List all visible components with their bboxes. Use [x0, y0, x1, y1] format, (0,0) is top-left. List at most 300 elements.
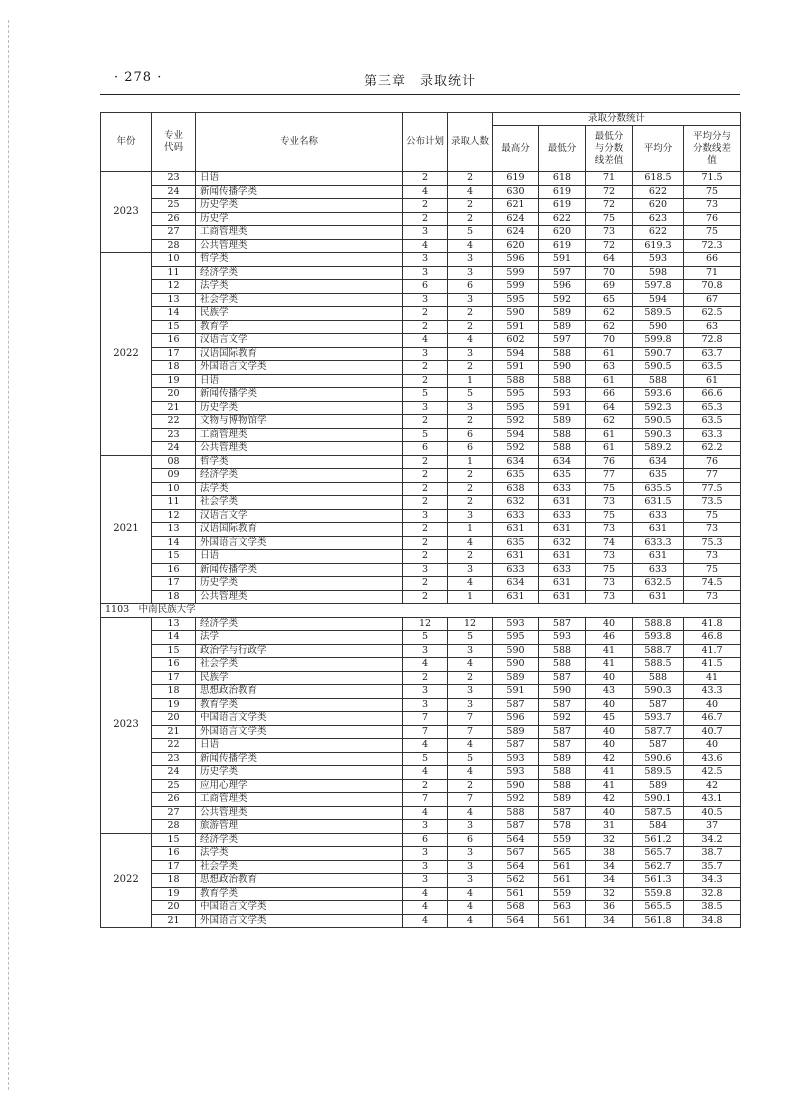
admitted-cell: 2: [448, 172, 493, 186]
avg-score-cell: 622: [633, 226, 684, 240]
min-diff-cell: 73: [586, 226, 633, 240]
admitted-cell: 4: [448, 766, 493, 780]
avg-diff-cell: 73: [684, 523, 741, 537]
plan-cell: 12: [403, 617, 448, 631]
table-row: [101, 334, 741, 348]
table-row: [101, 496, 741, 510]
table-row: [101, 239, 741, 253]
major-name-cell: 中国语言文学类: [196, 901, 403, 915]
admitted-cell: 3: [448, 401, 493, 415]
avg-diff-cell: 38.5: [684, 901, 741, 915]
plan-cell: 2: [403, 536, 448, 550]
plan-cell: 4: [403, 185, 448, 199]
max-score-cell: 631: [493, 523, 539, 537]
avg-score-cell: 584: [633, 820, 684, 834]
avg-diff-cell: 77.5: [684, 482, 741, 496]
plan-cell: 2: [403, 590, 448, 604]
avg-diff-cell: 46.7: [684, 712, 741, 726]
min-score-cell: 633: [539, 563, 586, 577]
table-row: [101, 577, 741, 591]
major-code-cell: 12: [152, 509, 196, 523]
school-row: [101, 604, 741, 618]
plan-cell: 3: [403, 685, 448, 699]
major-code-cell: 17: [152, 577, 196, 591]
plan-cell: 2: [403, 212, 448, 226]
max-score-cell: 630: [493, 185, 539, 199]
avg-score-cell: 587: [633, 698, 684, 712]
max-score-cell: 587: [493, 820, 539, 834]
max-score-cell: 594: [493, 428, 539, 442]
table-row: [101, 482, 741, 496]
min-diff-cell: 34: [586, 914, 633, 928]
major-code-cell: 19: [152, 698, 196, 712]
major-name-cell: 教育学类: [196, 698, 403, 712]
min-diff-cell: 75: [586, 212, 633, 226]
min-diff-cell: 40: [586, 806, 633, 820]
plan-cell: 3: [403, 293, 448, 307]
min-score-cell: 578: [539, 820, 586, 834]
min-score-cell: 589: [539, 320, 586, 334]
avg-diff-cell: 40: [684, 698, 741, 712]
min-diff-cell: 75: [586, 563, 633, 577]
avg-score-cell: 588.5: [633, 658, 684, 672]
max-score-cell: 595: [493, 401, 539, 415]
major-code-cell: 16: [152, 847, 196, 861]
avg-diff-cell: 75: [684, 563, 741, 577]
avg-score-cell: 589: [633, 779, 684, 793]
avg-diff-cell: 62.5: [684, 307, 741, 321]
min-diff-cell: 40: [586, 671, 633, 685]
major-name-cell: 工商管理类: [196, 793, 403, 807]
plan-cell: 3: [403, 266, 448, 280]
table-row: [101, 887, 741, 901]
min-score-cell: 589: [539, 415, 586, 429]
table-row: [101, 671, 741, 685]
min-diff-cell: 74: [586, 536, 633, 550]
min-score-cell: 587: [539, 806, 586, 820]
min-score-cell: 589: [539, 752, 586, 766]
admission-stats-table: [100, 112, 741, 928]
table-row: [101, 428, 741, 442]
max-score-cell: 592: [493, 415, 539, 429]
min-diff-cell: 42: [586, 752, 633, 766]
plan-cell: 2: [403, 320, 448, 334]
max-score-cell: 588: [493, 806, 539, 820]
table-row: [101, 644, 741, 658]
avg-diff-cell: 67: [684, 293, 741, 307]
avg-score-cell: 631: [633, 523, 684, 537]
min-diff-cell: 34: [586, 860, 633, 874]
max-score-cell: 564: [493, 833, 539, 847]
avg-score-cell: 561.8: [633, 914, 684, 928]
col-plan: 公布计划: [403, 113, 448, 172]
max-score-cell: 624: [493, 212, 539, 226]
major-name-cell: 政治学与行政学: [196, 644, 403, 658]
avg-score-cell: 634: [633, 455, 684, 469]
table-row: [101, 685, 741, 699]
admitted-cell: 1: [448, 590, 493, 604]
avg-diff-cell: 74.5: [684, 577, 741, 591]
admitted-cell: 3: [448, 266, 493, 280]
admitted-cell: 2: [448, 550, 493, 564]
min-score-cell: 631: [539, 496, 586, 510]
major-name-cell: 法学类: [196, 847, 403, 861]
table-row: [101, 617, 741, 631]
year-cell: 2023: [101, 172, 152, 253]
admitted-cell: 2: [448, 671, 493, 685]
avg-score-cell: 593: [633, 253, 684, 267]
avg-diff-cell: 43.6: [684, 752, 741, 766]
min-score-cell: 634: [539, 455, 586, 469]
min-diff-cell: 73: [586, 577, 633, 591]
min-diff-cell: 31: [586, 820, 633, 834]
avg-score-cell: 590.1: [633, 793, 684, 807]
avg-diff-cell: 34.3: [684, 874, 741, 888]
major-code-cell: 21: [152, 725, 196, 739]
major-code-cell: 18: [152, 685, 196, 699]
max-score-cell: 589: [493, 671, 539, 685]
max-score-cell: 590: [493, 307, 539, 321]
avg-score-cell: 631: [633, 550, 684, 564]
major-name-cell: 外国语言文学类: [196, 361, 403, 375]
max-score-cell: 593: [493, 617, 539, 631]
max-score-cell: 590: [493, 644, 539, 658]
admitted-cell: 3: [448, 860, 493, 874]
table-row: [101, 455, 741, 469]
admitted-cell: 4: [448, 739, 493, 753]
max-score-cell: 564: [493, 860, 539, 874]
table-row: [101, 293, 741, 307]
major-name-cell: 经济学类: [196, 833, 403, 847]
avg-score-cell: 590.7: [633, 347, 684, 361]
avg-score-cell: 587: [633, 739, 684, 753]
min-score-cell: 587: [539, 725, 586, 739]
plan-cell: 3: [403, 860, 448, 874]
major-code-cell: 10: [152, 253, 196, 267]
plan-cell: 4: [403, 239, 448, 253]
max-score-cell: 635: [493, 536, 539, 550]
plan-cell: 5: [403, 428, 448, 442]
avg-diff-cell: 73: [684, 590, 741, 604]
table-row: [101, 563, 741, 577]
min-diff-cell: 70: [586, 266, 633, 280]
min-diff-cell: 32: [586, 833, 633, 847]
min-score-cell: 591: [539, 401, 586, 415]
major-code-cell: 08: [152, 455, 196, 469]
major-code-cell: 20: [152, 388, 196, 402]
major-code-cell: 23: [152, 428, 196, 442]
admitted-cell: 7: [448, 725, 493, 739]
table-row: [101, 833, 741, 847]
avg-score-cell: 589.5: [633, 307, 684, 321]
avg-diff-cell: 71: [684, 266, 741, 280]
major-code-cell: 17: [152, 860, 196, 874]
avg-score-cell: 635.5: [633, 482, 684, 496]
min-score-cell: 590: [539, 361, 586, 375]
major-name-cell: 日语: [196, 172, 403, 186]
max-score-cell: 591: [493, 361, 539, 375]
major-name-cell: 社会学类: [196, 496, 403, 510]
major-code-cell: 16: [152, 658, 196, 672]
min-diff-cell: 73: [586, 550, 633, 564]
table-row: [101, 361, 741, 375]
table-row: [101, 415, 741, 429]
major-name-cell: 教育学: [196, 320, 403, 334]
page-number: · 278 ·: [114, 70, 163, 85]
major-code-cell: 25: [152, 199, 196, 213]
major-name-cell: 日语: [196, 550, 403, 564]
plan-cell: 7: [403, 725, 448, 739]
plan-cell: 2: [403, 523, 448, 537]
major-name-cell: 历史学类: [196, 766, 403, 780]
major-code-cell: 09: [152, 469, 196, 483]
major-code-cell: 18: [152, 874, 196, 888]
admitted-cell: 6: [448, 833, 493, 847]
avg-diff-cell: 75: [684, 226, 741, 240]
table-row: [101, 806, 741, 820]
avg-diff-cell: 62.2: [684, 442, 741, 456]
avg-diff-cell: 63.5: [684, 415, 741, 429]
max-score-cell: 595: [493, 293, 539, 307]
major-code-cell: 14: [152, 631, 196, 645]
min-score-cell: 631: [539, 550, 586, 564]
table-row: [101, 631, 741, 645]
max-score-cell: 592: [493, 442, 539, 456]
avg-diff-cell: 71.5: [684, 172, 741, 186]
table-row: [101, 712, 741, 726]
min-diff-cell: 61: [586, 428, 633, 442]
major-code-cell: 23: [152, 752, 196, 766]
max-score-cell: 599: [493, 266, 539, 280]
major-code-cell: 17: [152, 671, 196, 685]
major-code-cell: 20: [152, 712, 196, 726]
avg-score-cell: 631: [633, 590, 684, 604]
avg-diff-cell: 34.8: [684, 914, 741, 928]
max-score-cell: 594: [493, 347, 539, 361]
table-row: [101, 901, 741, 915]
admitted-cell: 7: [448, 793, 493, 807]
avg-score-cell: 633.3: [633, 536, 684, 550]
avg-diff-cell: 63.5: [684, 361, 741, 375]
major-code-cell: 22: [152, 415, 196, 429]
min-diff-cell: 41: [586, 644, 633, 658]
avg-diff-cell: 73.5: [684, 496, 741, 510]
admitted-cell: 5: [448, 226, 493, 240]
avg-diff-cell: 70.8: [684, 280, 741, 294]
table-row: [101, 523, 741, 537]
avg-diff-cell: 46.8: [684, 631, 741, 645]
min-score-cell: 619: [539, 185, 586, 199]
avg-score-cell: 589.5: [633, 766, 684, 780]
min-score-cell: 622: [539, 212, 586, 226]
min-diff-cell: 72: [586, 239, 633, 253]
avg-diff-cell: 40: [684, 739, 741, 753]
major-code-cell: 20: [152, 901, 196, 915]
max-score-cell: 591: [493, 685, 539, 699]
table-row: [101, 347, 741, 361]
table-row: [101, 307, 741, 321]
avg-score-cell: 588: [633, 671, 684, 685]
major-name-cell: 哲学类: [196, 455, 403, 469]
admitted-cell: 2: [448, 469, 493, 483]
avg-diff-cell: 73: [684, 550, 741, 564]
min-diff-cell: 62: [586, 320, 633, 334]
plan-cell: 2: [403, 307, 448, 321]
admitted-cell: 7: [448, 712, 493, 726]
min-score-cell: 632: [539, 536, 586, 550]
max-score-cell: 631: [493, 590, 539, 604]
major-code-cell: 16: [152, 334, 196, 348]
max-score-cell: 599: [493, 280, 539, 294]
major-name-cell: 历史学: [196, 212, 403, 226]
avg-diff-cell: 77: [684, 469, 741, 483]
min-diff-cell: 34: [586, 874, 633, 888]
major-name-cell: 公共管理类: [196, 239, 403, 253]
min-score-cell: 596: [539, 280, 586, 294]
admitted-cell: 5: [448, 752, 493, 766]
plan-cell: 2: [403, 496, 448, 510]
max-score-cell: 621: [493, 199, 539, 213]
admitted-cell: 12: [448, 617, 493, 631]
admitted-cell: 6: [448, 428, 493, 442]
max-score-cell: 602: [493, 334, 539, 348]
plan-cell: 3: [403, 226, 448, 240]
avg-score-cell: 588: [633, 374, 684, 388]
plan-cell: 4: [403, 334, 448, 348]
admitted-cell: 4: [448, 806, 493, 820]
col-admitted: 录取人数: [448, 113, 493, 172]
min-diff-cell: 61: [586, 442, 633, 456]
admitted-cell: 5: [448, 388, 493, 402]
min-score-cell: 631: [539, 577, 586, 591]
min-score-cell: 633: [539, 509, 586, 523]
max-score-cell: 638: [493, 482, 539, 496]
max-score-cell: 588: [493, 374, 539, 388]
avg-score-cell: 590.5: [633, 361, 684, 375]
plan-cell: 2: [403, 199, 448, 213]
avg-score-cell: 588.7: [633, 644, 684, 658]
max-score-cell: 592: [493, 793, 539, 807]
plan-cell: 2: [403, 482, 448, 496]
major-name-cell: 法学类: [196, 280, 403, 294]
min-diff-cell: 41: [586, 779, 633, 793]
min-score-cell: 620: [539, 226, 586, 240]
min-diff-cell: 75: [586, 509, 633, 523]
min-score-cell: 631: [539, 590, 586, 604]
plan-cell: 2: [403, 374, 448, 388]
min-diff-cell: 42: [586, 793, 633, 807]
min-score-cell: 565: [539, 847, 586, 861]
avg-score-cell: 597.8: [633, 280, 684, 294]
avg-score-cell: 618.5: [633, 172, 684, 186]
min-score-cell: 619: [539, 239, 586, 253]
plan-cell: 2: [403, 361, 448, 375]
avg-score-cell: 592.3: [633, 401, 684, 415]
max-score-cell: 587: [493, 739, 539, 753]
col-min: 最低分: [539, 126, 586, 172]
avg-score-cell: 561.2: [633, 833, 684, 847]
major-code-cell: 18: [152, 361, 196, 375]
major-name-cell: 公共管理类: [196, 590, 403, 604]
min-score-cell: 588: [539, 428, 586, 442]
table-body-school-2: [101, 617, 741, 928]
major-name-cell: 工商管理类: [196, 428, 403, 442]
avg-score-cell: 623: [633, 212, 684, 226]
avg-score-cell: 561.3: [633, 874, 684, 888]
max-score-cell: 596: [493, 712, 539, 726]
table-row: [101, 725, 741, 739]
max-score-cell: 595: [493, 388, 539, 402]
major-name-cell: 外国语言文学类: [196, 536, 403, 550]
admitted-cell: 4: [448, 334, 493, 348]
plan-cell: 4: [403, 806, 448, 820]
major-code-cell: 15: [152, 550, 196, 564]
major-name-cell: 文物与博物馆学: [196, 415, 403, 429]
table-row: [101, 739, 741, 753]
min-score-cell: 593: [539, 631, 586, 645]
avg-diff-cell: 72.8: [684, 334, 741, 348]
plan-cell: 3: [403, 644, 448, 658]
min-score-cell: 561: [539, 914, 586, 928]
major-code-cell: 24: [152, 442, 196, 456]
avg-diff-cell: 63.7: [684, 347, 741, 361]
avg-score-cell: 590.5: [633, 415, 684, 429]
table-body-school-2-label: [101, 604, 741, 618]
table-row: [101, 253, 741, 267]
admitted-cell: 3: [448, 847, 493, 861]
min-score-cell: 563: [539, 901, 586, 915]
plan-cell: 3: [403, 563, 448, 577]
major-code-cell: 15: [152, 833, 196, 847]
table-row: [101, 320, 741, 334]
avg-diff-cell: 42.5: [684, 766, 741, 780]
min-score-cell: 591: [539, 253, 586, 267]
major-name-cell: 新闻传播学类: [196, 388, 403, 402]
plan-cell: 2: [403, 172, 448, 186]
major-name-cell: 外国语言文学类: [196, 914, 403, 928]
min-score-cell: 588: [539, 644, 586, 658]
max-score-cell: 631: [493, 550, 539, 564]
admitted-cell: 2: [448, 361, 493, 375]
table-row: [101, 374, 741, 388]
avg-diff-cell: 35.7: [684, 860, 741, 874]
admitted-cell: 6: [448, 442, 493, 456]
plan-cell: 6: [403, 442, 448, 456]
avg-score-cell: 559.8: [633, 887, 684, 901]
major-name-cell: 社会学类: [196, 860, 403, 874]
max-score-cell: 619: [493, 172, 539, 186]
min-score-cell: 588: [539, 779, 586, 793]
major-code-cell: 25: [152, 779, 196, 793]
year-cell: 2021: [101, 455, 152, 604]
min-diff-cell: 75: [586, 482, 633, 496]
admitted-cell: 3: [448, 293, 493, 307]
avg-score-cell: 593.6: [633, 388, 684, 402]
avg-score-cell: 590.6: [633, 752, 684, 766]
min-score-cell: 619: [539, 199, 586, 213]
avg-score-cell: 599.8: [633, 334, 684, 348]
min-score-cell: 635: [539, 469, 586, 483]
min-diff-cell: 43: [586, 685, 633, 699]
avg-diff-cell: 76: [684, 455, 741, 469]
avg-score-cell: 587.7: [633, 725, 684, 739]
admitted-cell: 2: [448, 496, 493, 510]
max-score-cell: 593: [493, 752, 539, 766]
major-code-cell: 24: [152, 185, 196, 199]
avg-score-cell: 620: [633, 199, 684, 213]
major-code-cell: 28: [152, 239, 196, 253]
plan-cell: 4: [403, 901, 448, 915]
